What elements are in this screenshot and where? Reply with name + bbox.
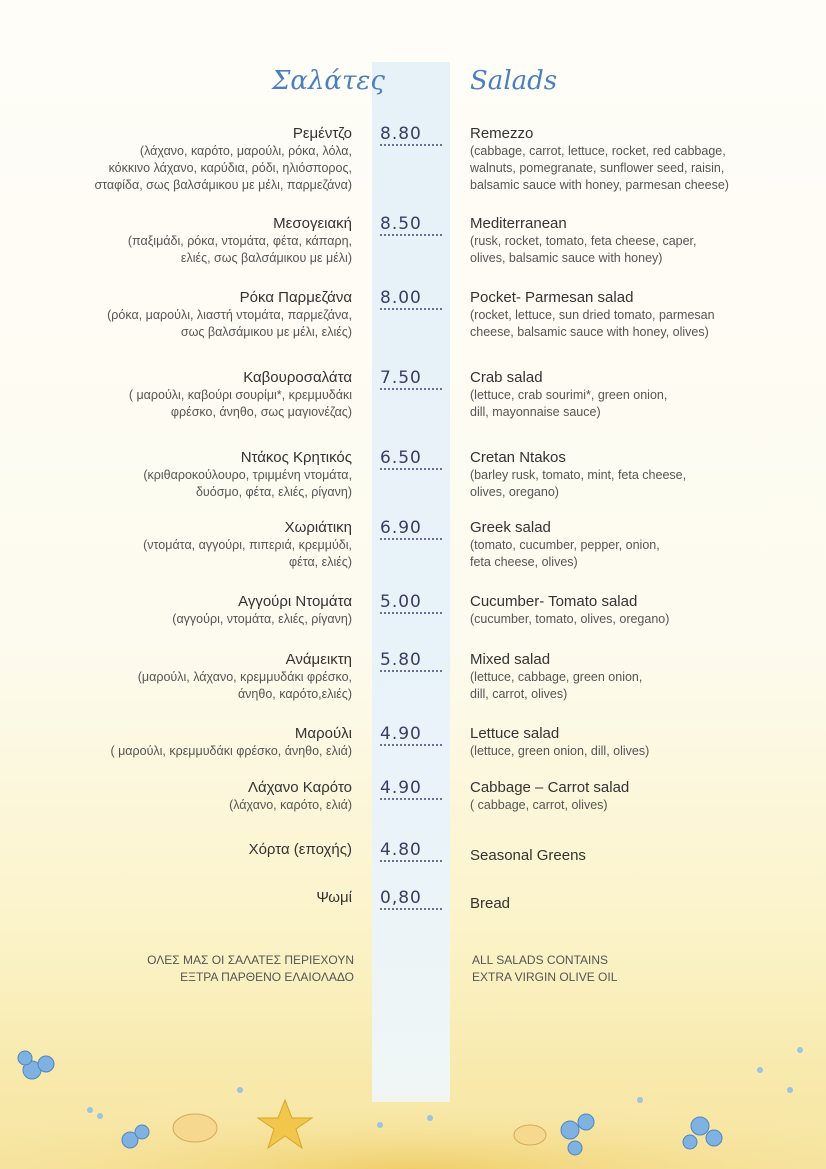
english-item-description: (lettuce, crab sourimi*, green onion, dill, mayonnaise sauce) [470,388,668,419]
item-price: 8.80 [380,124,442,146]
english-item-name: Greek salad [470,519,551,536]
item-price: 4.90 [380,778,442,800]
english-heading: Salads [470,66,558,96]
english-item [470,778,760,814]
item-price: 0,80 [380,888,442,910]
english-item-name: Bread [470,895,511,912]
footer-note-english: ALL SALADS CONTAINS EXTRA VIRGIN OLIVE OIL [472,953,618,984]
item-price: 6.50 [380,448,442,470]
greek-item-description: ( μαρούλι, καβούρι σουρίμι*, κρεμμυδάκι φρέσκο, άνηθο, σως μαγιονέζας) [128,388,352,419]
greek-item-description: (λάχανο, καρότο, ελιά) [229,798,352,812]
english-item-description: (rusk, rocket, tomato, feta cheese, caper, olives, balsamic sauce with honey) [470,234,697,265]
footer-note-greek: ΟΛΕΣ ΜΑΣ ΟΙ ΣΑΛΑΤΕΣ ΠΕΡΙΕΧΟΥΝ ΕΞΤΡΑ ΠΑΡΘΕΝΟ ΕΛΑΙΟΛΑΔΟ [147,953,354,984]
item-price: 5.00 [380,592,442,614]
greek-item [92,778,352,814]
english-item-name: Cretan Ntakos [470,449,566,466]
greek-item-description: ( μαρούλι, κρεμμυδάκι φρέσκο, άνηθο, ελιά) [110,744,352,758]
english-item [470,288,760,341]
english-item-name: Mediterranean [470,215,567,232]
english-item-description: (rocket, lettuce, sun dried tomato, parmesan cheese, balsamic sauce with honey, olives) [470,308,715,339]
english-item [470,724,760,760]
item-price: 5.80 [380,650,442,672]
item-price: 8.00 [380,288,442,310]
greek-item [92,288,352,341]
english-item [470,592,760,628]
english-item [470,846,760,865]
english-item-name: Pocket- Parmesan salad [470,289,634,306]
greek-item [92,368,352,421]
greek-item [92,840,352,859]
greek-item-description: (ρόκα, μαρούλι, λιαστή ντομάτα, παρμεζάνα, σως βαλσάμικου με μέλι, ελιές) [107,308,352,339]
english-item-description: (barley rusk, tomato, mint, feta cheese, olives, oregano) [470,468,687,499]
english-item-name: Remezzo [470,125,534,142]
greek-item [92,724,352,760]
english-item-description: (cucumber, tomato, olives, oregano) [470,612,670,626]
greek-item-description: (μαρούλι, λάχανο, κρεμμυδάκι φρέσκο, άνηθο, καρότο,ελιές) [137,670,352,701]
greek-item [92,448,352,501]
greek-item [92,124,352,194]
greek-item [92,214,352,267]
english-item-description: ( cabbage, carrot, olives) [470,798,608,812]
greek-item-description: (αγγούρι, ντομάτα, ελιές, ρίγανη) [172,612,352,626]
english-item-name: Cucumber- Tomato salad [470,593,638,610]
greek-item-name: Χόρτα (εποχής) [248,841,352,858]
greek-item-description: (παξιμάδι, ρόκα, ντομάτα, φέτα, κάπαρη, ελιές, σως βαλσάμικου με μέλι) [127,234,352,265]
greek-item-description: (κριθαροκούλουρο, τριμμένη ντομάτα, δυόσμο, φέτα, ελιές, ρίγανη) [143,468,352,499]
greek-item [92,888,352,907]
greek-item [92,518,352,571]
greek-item-name: Ψωμί [316,889,352,906]
greek-item-name: Μεσογειακή [273,215,352,232]
greek-item-description: (λάχανο, καρότο, μαρούλι, ρόκα, λόλα, κόκκινο λάχανο, καρύδια, ρόδι, ηλιόσπορος, σταφίδα, σως βαλσάμικου με μέλι, παρμεζάνα) [94,144,352,192]
english-item-name: Seasonal Greens [470,847,586,864]
greek-item-description: (ντομάτα, αγγούρι, πιπεριά, κρεμμύδι, φέτα, ελιές) [143,538,352,569]
item-price: 4.90 [380,724,442,746]
english-item [470,448,760,501]
greek-item-name: Μαρούλι [294,725,352,742]
item-price: 7.50 [380,368,442,390]
item-price: 6.90 [380,518,442,540]
greek-item [92,650,352,703]
english-item-name: Mixed salad [470,651,551,668]
item-price: 4.80 [380,840,442,862]
greek-item-name: Ντάκος Κρητικός [240,449,352,466]
greek-item [92,592,352,628]
english-item-name: Cabbage – Carrot salad [470,779,630,796]
english-item-description: (cabbage, carrot, lettuce, rocket, red cabbage, walnuts, pomegranate, sunflower seed, raisin, balsamic sauce with honey, parmesan cheese) [470,144,729,192]
english-item [470,650,760,703]
english-item [470,368,760,421]
item-price: 8.50 [380,214,442,236]
greek-item-name: Αγγούρι Ντομάτα [238,593,352,610]
seashore-decoration [0,1030,826,1169]
english-item [470,124,760,194]
greek-item-name: Ρεμέντζο [292,125,352,142]
greek-heading: Σαλάτες [272,66,385,96]
english-item [470,214,760,267]
english-item [470,894,760,913]
english-item-description: (lettuce, green onion, dill, olives) [470,744,650,758]
greek-item-name: Ρόκα Παρμεζάνα [239,289,352,306]
greek-item-name: Λάχανο Καρότο [247,779,352,796]
greek-item-name: Καβουροσαλάτα [243,369,352,386]
english-item-description: (lettuce, cabbage, green onion, dill, carrot, olives) [470,670,643,701]
english-item [470,518,760,571]
english-item-description: (tomato, cucumber, pepper, onion, feta cheese, olives) [470,538,660,569]
english-item-name: Lettuce salad [470,725,560,742]
english-item-name: Crab salad [470,369,543,386]
greek-item-name: Ανάμεικτη [285,651,352,668]
greek-item-name: Χωριάτικη [284,519,352,536]
